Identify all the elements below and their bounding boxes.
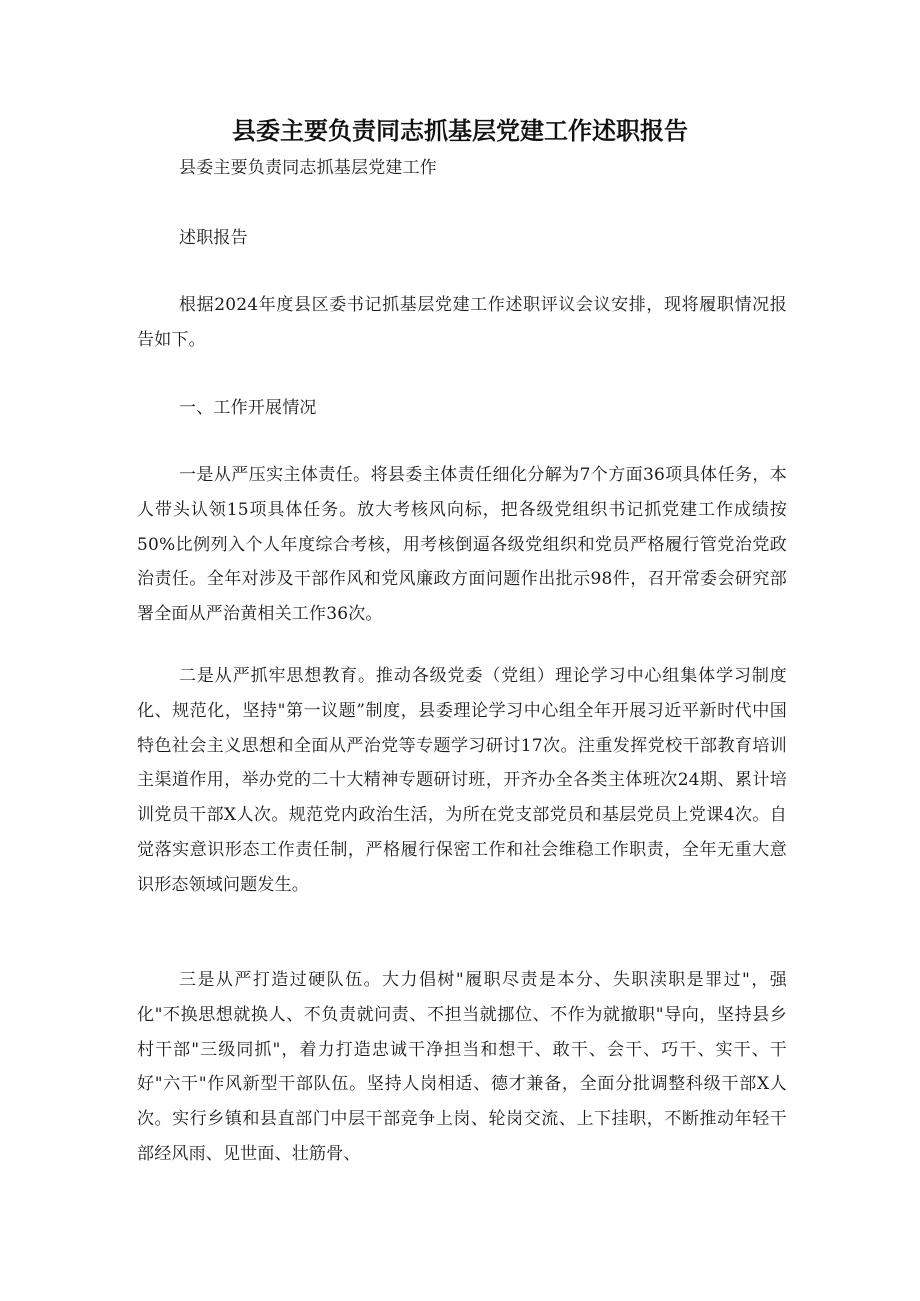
section-heading: 一、工作开展情况 <box>179 398 317 418</box>
subtitle-line-report: 述职报告 <box>179 228 248 248</box>
intro-paragraph: 根据2024年度县区委书记抓基层党建工作述职评议会议安排，现将履职情况报告如下。 <box>137 295 787 350</box>
body-paragraph-1: 一是从严压实主体责任。将县委主体责任细化分解为7个方面36项具体任务，本人带头认领15项具体任务。放大考核风向标，把各级党组织书记抓党建工作成绩按50%比例列入个人年度综合考核，用考核倒逼各级党组织和党员严格履行管党治党政治责任。全年对涉及干部作风和党风廉政方面问题作出批示98件，召开常委会研究部署全面从严治黄相关工作36次。 <box>137 465 787 625</box>
subtitle-line: 县委主要负责同志抓基层党建工作 <box>179 158 437 178</box>
document-title: 县委主要负责同志抓基层党建工作述职报告 <box>232 117 688 145</box>
body-paragraph-3: 三是从严打造过硬队伍。大力倡树"履职尽责是本分、失职渎职是罪过"，强化"不换思想就换人、不负责就问责、不担当就挪位、不作为就撤职"导向，坚持县乡村干部"三级同抓"，着力打造忠诚干净担当和想干、敢干、会干、巧干、实干、干好"六干"作风新型干部队伍。坚持人岗相适、德才兼备，全面分批调整科级干部X人次。实行乡镇和县直部门中层干部竞争上岗、轮岗交流、上下挂职，不断推动年轻干部经风雨、见世面、壮筋骨、 <box>137 970 787 1164</box>
body-paragraph-2: 二是从严抓牢思想教育。推动各级党委（党组）理论学习中心组集体学习制度化、规范化，坚持"第一议题”制度，县委理论学习中心组全年开展习近平新时代中国特色社会主义思想和全面从严治党等专题学习研讨17次。注重发挥党校干部教育培训主渠道作用，举办党的二十大精神专题研讨班，开齐办全各类主体班次24期、累计培训党员干部X人次。规范党内政治生活，为所在党支部党员和基层党员上党课4次。自觉落实意识形态工作责任制，严格履行保密工作和社会维稳工作职责，全年无重大意识形态领域问题发生。 <box>137 666 787 895</box>
